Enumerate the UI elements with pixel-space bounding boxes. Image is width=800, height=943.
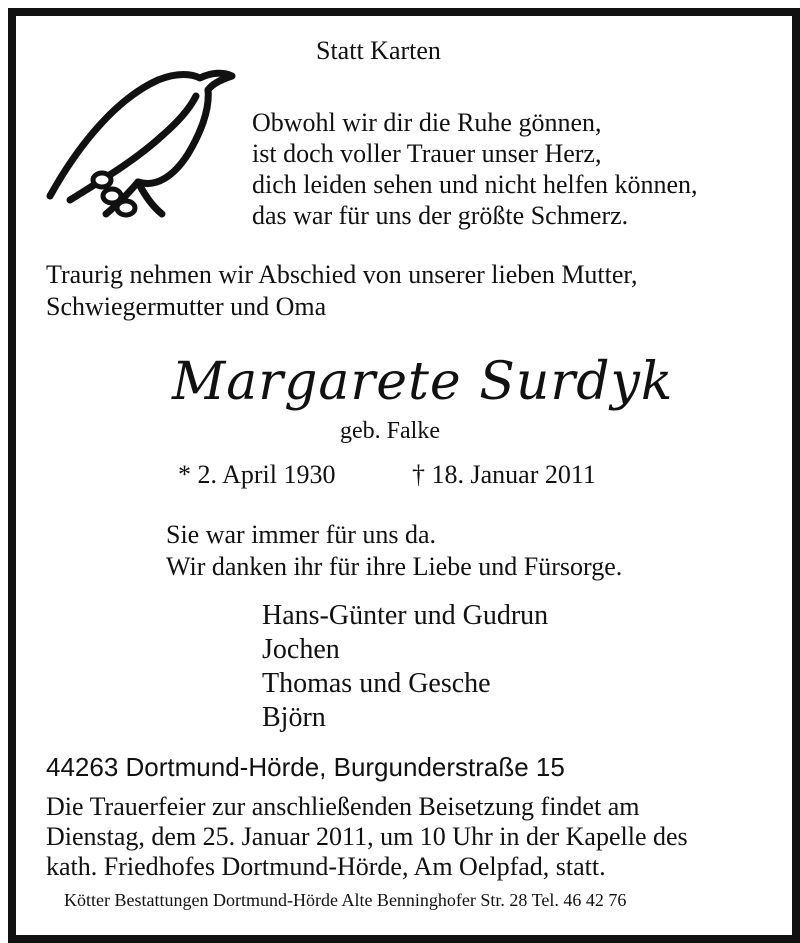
poem-line: ist doch voller Trauer unser Herz,	[252, 139, 602, 168]
family-member: Jochen	[262, 634, 340, 665]
family-member: Thomas und Gesche	[262, 668, 491, 699]
page-title: Statt Karten	[316, 36, 441, 65]
funeral-info-line: Dienstag, dem 25. Januar 2011, um 10 Uhr in der Kapelle des	[46, 822, 688, 851]
thanks-line: Sie war immer für uns da.	[166, 520, 437, 549]
intro-line: Schwiegermutter und Oma	[46, 292, 327, 321]
undertaker-footer: Kötter Bestattungen Dortmund-Hörde Alte Benninghofer Str. 28 Tel. 46 42 76	[64, 890, 627, 910]
intro-line: Traurig nehmen wir Abschied von unserer lieben Mutter,	[46, 260, 638, 289]
poem-line: dich leiden sehen und nicht helfen können,	[252, 170, 698, 199]
family-member: Hans-Günter und Gudrun	[262, 600, 549, 631]
poem-line: Obwohl wir dir die Ruhe gönnen,	[252, 108, 602, 137]
thanks-line: Wir danken ihr für ihre Liebe und Fürsorge.	[166, 552, 623, 581]
funeral-info-line: Die Trauerfeier zur anschließenden Beisetzung findet am	[46, 792, 640, 821]
deceased-name: Margarete Surdyk	[172, 352, 674, 412]
family-member: Björn	[262, 702, 326, 733]
death-date: † 18. Januar 2011	[412, 460, 596, 489]
dove-icon	[40, 64, 240, 222]
poem-line: das war für uns der größte Schmerz.	[252, 201, 629, 230]
family-address: 44263 Dortmund-Hörde, Burgunderstraße 15	[46, 752, 565, 782]
maiden-name: geb. Falke	[340, 418, 440, 444]
funeral-info-line: kath. Friedhofes Dortmund-Hörde, Am Oelpfad, statt.	[46, 852, 606, 881]
birth-date: * 2. April 1930	[178, 460, 336, 489]
